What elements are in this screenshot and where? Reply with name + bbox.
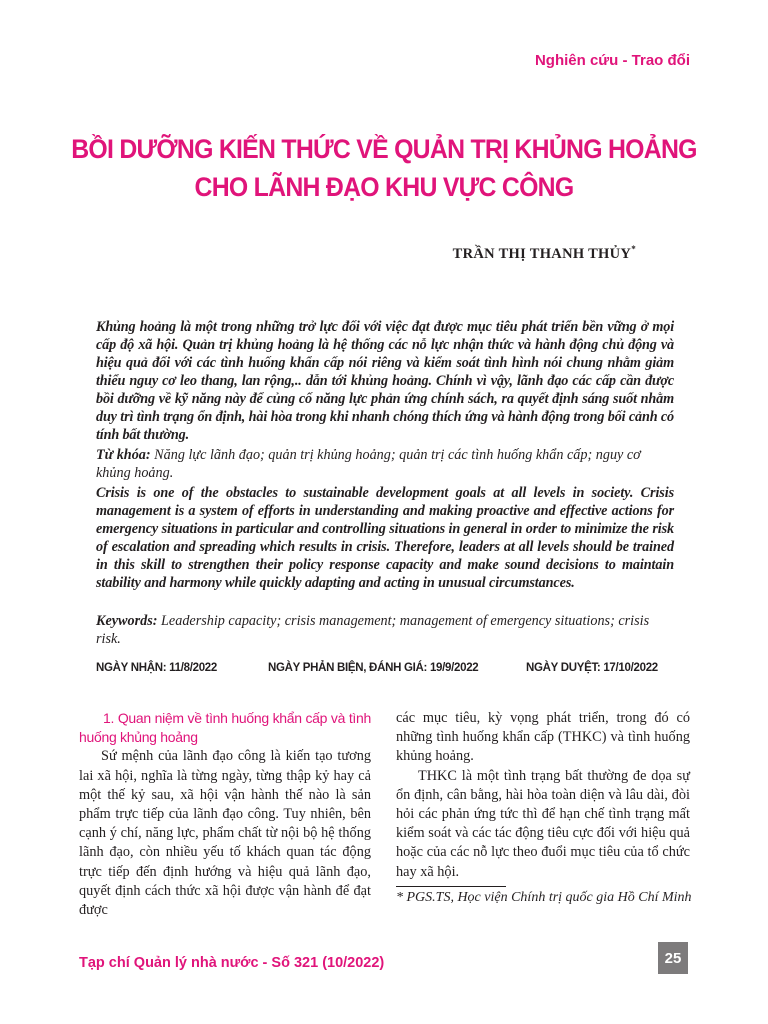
footnote-divider xyxy=(396,886,506,887)
left-column xyxy=(79,709,371,920)
left-paragraph: Sứ mệnh của lãnh đạo công là kiến tạo tương lai xã hội, nghĩa là từng ngày, từng thập kỷ hay cả một thế kỷ sau, xã hội vận hành thế nào là sản phẩm trực tiếp của lãnh đạo công. Tuy nhiên, bên cạnh ý chí, năng lực, phẩm chất từ nội bộ hệ thống lãnh đạo, còn nhiều yếu tố khách quan tác động trực tiếp đến định hướng và hiệu quả lãnh đạo, quyết định cách thức xã hội được vận hành để đạt được xyxy=(79,748,371,919)
author-footnote: * PGS.TS, Học viện Chính trị quốc gia Hồ Chí Minh xyxy=(396,890,692,905)
page-number: 25 xyxy=(658,942,688,974)
date-approved: NGÀY DUYỆT: 17/10/2022 xyxy=(526,662,658,674)
title-line-1: BỒI DƯỠNG KIẾN THỨC VỀ QUẢN TRỊ KHỦNG HOẢNG xyxy=(71,134,697,164)
keywords-english xyxy=(96,612,674,648)
keywords-vietnamese xyxy=(96,446,674,482)
right-paragraph-1: các mục tiêu, kỳ vọng phát triển, trong đó có những tình huống khẩn cấp (THKC) và tình huống khủng hoảng. xyxy=(396,710,690,765)
section-1-heading: 1. Quan niệm về tình huống khẩn cấp và tình huống khủng hoảng xyxy=(79,710,371,746)
article-title xyxy=(68,130,701,206)
date-received: NGÀY NHẬN: 11/8/2022 xyxy=(96,662,217,674)
right-paragraph-2: THKC là một tình trạng bất thường đe dọa sự ổn định, cân bằng, hài hòa toàn diện và lâu dài, đòi hỏi các phản ứng tức thì để hạn chế tình trạng mất kiểm soát và các tác động tiêu cực đối với hiệu quả hoặc của các nỗ lực theo đuổi mục tiêu của tổ chức hay xã hội. xyxy=(396,767,690,880)
keywords-vi-text: Năng lực lãnh đạo; quản trị khủng hoảng; quản trị các tình huống khẩn cấp; nguy cơ khủng hoảng. xyxy=(96,447,641,481)
section-label: Nghiên cứu - Trao đổi xyxy=(534,52,690,69)
title-line-2: CHO LÃNH ĐẠO KHU VỰC CÔNG xyxy=(194,172,574,202)
keywords-en-label: Keywords: xyxy=(96,613,158,629)
right-column xyxy=(396,709,690,882)
keywords-en-text: Leadership capacity; crisis management; management of emergency situations; crisis risk. xyxy=(96,613,650,647)
author-text: TRẦN THỊ THANH THỦY xyxy=(452,245,632,262)
author-name xyxy=(453,244,636,263)
journal-footer: Tạp chí Quản lý nhà nước - Số 321 (10/2022) xyxy=(79,955,385,971)
abstract-vietnamese: Khủng hoảng là một trong những trở lực đối với việc đạt được mục tiêu phát triển bền vững ở mọi cấp độ xã hội. Quản trị khủng hoảng là hệ thống các nỗ lực nhận thức và hành động chủ động và hiệu quả đối với các tình huống khẩn cấp nói riêng và kiểm soát tình hình nói chung nhằm giảm thiểu nguy cơ leo thang, lan rộng,.. dẫn tới khủng hoảng. Chính vì vậy, lãnh đạo các cấp cần được bồi dưỡng về kỹ năng này để củng cố năng lực phản ứng chính sách, ra quyết định sáng suốt nhằm duy trì tình trạng ổn định, hài hòa trong khi nhanh chóng thích ứng và hành động trong bối cảnh có tính bất thường. xyxy=(96,319,674,443)
keywords-vi-label: Từ khóa: xyxy=(96,447,151,463)
author-footnote-mark: * xyxy=(631,244,636,254)
abstract-english: Crisis is one of the obstacles to sustainable development goals at all levels in society. Crisis management is a system of efforts in understanding and making proactive and effective actions for emergency situations in particular and controlling situations in general in order to minimize the risk of escalation and spreading which results in crisis. Therefore, leaders at all levels should be trained in this skill to strengthen their policy response capacity and make sound decisions to maintain stability and harmony while quickly adapting and acting in unusual circumstances. xyxy=(96,485,674,591)
date-reviewed: NGÀY PHẢN BIỆN, ĐÁNH GIÁ: 19/9/2022 xyxy=(268,662,479,674)
